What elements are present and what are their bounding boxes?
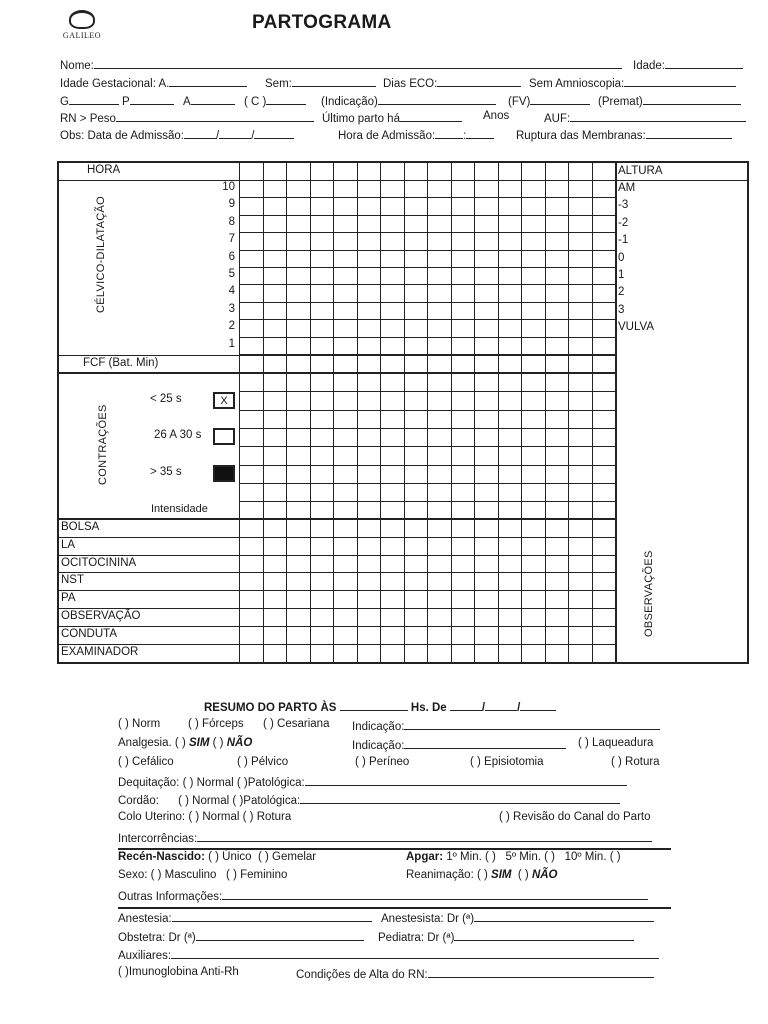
c-label: ( C ) [244,96,267,108]
premat-label: (Premat) [598,96,643,108]
apgar-field[interactable]: Apgar: 1º Min. ( ) 5º Min. ( ) 10º Min. ( ) [406,851,621,863]
contracoes-label: CONTRAÇÕES [97,404,109,485]
bottom-row-line [59,626,615,627]
dilatacao-level: 6 [228,251,235,263]
dilatacao-row-line [239,232,615,233]
fcf-bottom-line [59,372,615,374]
indicacao-field-1[interactable]: Indicação: [352,718,660,733]
bottom-row-line [59,644,615,645]
grid-col-line [427,163,428,662]
dilatacao-level: 8 [228,216,235,228]
ultimo-parto-field[interactable] [322,110,462,125]
altura-label: ALTURA [618,165,663,177]
contracao-gt35-label: > 35 s [150,466,182,478]
p-label: P [122,96,130,108]
dilatacao-level: 3 [228,303,235,315]
premat-field[interactable] [598,93,741,108]
nome-label: Nome: [60,60,94,72]
altura-level: 0 [618,252,625,264]
dilatacao-row-line [239,337,615,338]
dilatacao-level: 1 [228,338,235,350]
auf-field[interactable] [544,110,746,125]
grid-col-line [592,163,593,662]
bottom-row-label: EXAMINADOR [61,646,139,658]
grid-col-line [568,163,569,662]
auf-label: AUF: [544,113,571,125]
grid-col-line [498,163,499,662]
grid-col-line [521,163,522,662]
altura-level: AM [618,182,636,194]
altura-level: 1 [618,269,625,281]
data-admissao-field[interactable]: Obs: Data de Admissão: / / [60,127,294,142]
fcf-top-line [59,355,615,356]
section-divider-1 [118,848,671,850]
rn-peso-label: RN > Peso [60,113,116,125]
logo-text: GALILEO [62,31,102,40]
intensidade-label: Intensidade [151,503,208,515]
grid-col-line [239,163,240,662]
c-field[interactable] [244,93,306,108]
grid-col-line [333,163,334,662]
bottom-row-label: OCITOCININA [61,557,137,569]
analgesia-field[interactable]: Analgesia. ( ) SIM ( ) NÃO [118,737,253,749]
episiotomia-option[interactable]: ( ) Episiotomia [470,756,544,768]
bottom-row-label: BOLSA [61,521,100,533]
contracao-row-line [239,428,615,429]
cesariana-option[interactable]: ( ) Cesariana [263,718,330,730]
grid-col-line [451,163,452,662]
a-label: A [183,96,191,108]
dilatacao-level: 5 [228,268,235,280]
logo-emblem-icon [69,10,95,29]
contracao-row-line [239,501,615,502]
grid-col-line [286,163,287,662]
grid-col-line [310,163,311,662]
recem-nascido-field[interactable]: Recén-Nascido: ( ) Único ( ) Gemelar [118,851,317,863]
data-admissao-label: Obs: Data de Admissão: [60,130,185,142]
bottom-row-label: CONDUTA [61,628,118,640]
nome-field[interactable] [60,57,622,72]
bottom-row-line [59,555,615,556]
indicacao-field-2[interactable]: Indicação: [352,737,566,752]
grid-col-line [404,163,405,662]
bottom-row-label: NST [61,574,84,586]
ruptura-field[interactable] [516,127,732,142]
dilatacao-row-line [239,215,615,216]
rn-peso-field[interactable] [60,110,314,125]
contracao-row-line [239,483,615,484]
contracao-26-30-label: 26 A 30 s [154,429,202,441]
bottom-row-line [59,572,615,573]
fv-label: (FV) [508,96,531,108]
dilatacao-row-line [239,284,615,285]
altura-level: -3 [618,199,629,211]
indicacao-field[interactable] [321,93,496,108]
dias-eco-field[interactable] [383,75,521,90]
hospital-logo [60,10,104,42]
partogram-chart [57,161,749,664]
contracao-row-line [239,446,615,447]
observacoes-divider [615,163,617,662]
contracao-gt35-box[interactable] [213,465,235,482]
cordao-field[interactable]: Cordão: ( ) Normal ( )Patológica: [118,792,620,807]
grid-col-line [545,163,546,662]
hora-label: HORA [87,164,121,176]
observacoes-label: OBSERVAÇÕES [643,550,655,637]
dilatacao-level: 9 [228,198,235,210]
dias-eco-label: Dias ECO: [383,78,438,90]
contracao-row-line [239,465,615,466]
dilatacao-level: 10 [222,181,235,193]
section-divider-2 [118,907,671,909]
idade-gestacional-label: Idade Gestacional: A. [60,78,170,90]
bottom-row-line [59,590,615,591]
fv-field[interactable] [508,93,590,108]
sem-label: Sem: [265,78,292,90]
condicoes-alta-field[interactable]: Condições de Alta do RN: [296,966,654,981]
bottom-row-label: PA [61,592,76,604]
laqueadura-option[interactable]: ( ) Laqueadura [578,737,654,749]
ultimo-parto-label: Último parto há [322,113,400,125]
idade-field[interactable] [633,57,743,72]
ruptura-label: Ruptura das Membranas: [516,130,646,142]
reanimacao-field[interactable]: Reanimação: ( ) SIM ( ) NÃO [406,869,558,881]
dilatacao-row-line [239,267,615,268]
dilatacao-row-line [239,250,615,251]
dilatacao-row-line [239,197,615,198]
imunoglobina-option[interactable]: ( )Imunoglobina Anti-Rh [118,966,239,978]
intercorrencias-field[interactable]: Intercorrências: [118,830,652,845]
hora-admissao-field[interactable]: Hora de Admissão: : [338,127,494,142]
bottom-row-line [59,608,615,609]
anestesista-field[interactable]: Anestesista: Dr (ª) [381,910,654,925]
norm-option[interactable]: ( ) Norm [118,718,161,730]
p-field[interactable] [122,93,174,108]
altura-level: -2 [618,217,629,229]
grid-col-line [380,163,381,662]
resumo-title: RESUMO DO PARTO ÀS [204,702,337,714]
contracao-lt25-label: < 25 s [150,393,182,405]
bottom-row-line [59,537,615,538]
obstetra-field[interactable]: Obstetra: Dr (ª) [118,929,364,944]
dilatacao-label: CÉLVICO-DILATAÇÃO [95,196,107,313]
auxiliares-field[interactable]: Auxiliares: [118,947,659,962]
altura-row-line [615,180,747,181]
grid-col-line [357,163,358,662]
colo-uterino-field[interactable]: Colo Uterino: ( ) Normal ( ) Rotura [118,811,292,823]
pelvico-option[interactable]: ( ) Pélvico [237,756,289,768]
amnioscopia-label: Sem Amnioscopia: [529,78,625,90]
contracao-26-30-box[interactable] [213,428,235,445]
grid-col-line [263,163,264,662]
cefalico-option[interactable]: ( ) Cefálico [118,756,174,768]
revisao-option[interactable]: ( ) Revisão do Canal do Parto [499,811,651,823]
anos-label: Anos [483,110,510,122]
altura-level: 3 [618,304,625,316]
dilatacao-level: 7 [228,233,235,245]
altura-level: -1 [618,234,629,246]
idade-label: Idade: [633,60,665,72]
sexo-field[interactable]: Sexo: ( ) Masculino ( ) Feminino [118,869,288,881]
dilatacao-row-line [239,302,615,303]
bottom-row-label: LA [61,539,76,551]
dilatacao-row-line [239,319,615,320]
resumo-title-field[interactable]: RESUMO DO PARTO ÀS Hs. De / / [204,699,556,714]
dilatacao-level: 2 [228,320,235,332]
rotura-option[interactable]: ( ) Rotura [611,756,660,768]
outras-informacoes-field[interactable]: Outras Informações: [118,888,648,903]
forceps-option[interactable]: ( ) Fórceps [188,718,244,730]
perineo-option[interactable]: ( ) Períneo [355,756,410,768]
altura-level: VULVA [618,321,655,333]
pediatra-field[interactable]: Pediatra: Dr (ª) [378,929,634,944]
bottom-row-label: OBSERVAÇÃO [61,610,141,622]
contracoes-bottom-line [59,518,615,520]
amnioscopia-field[interactable] [529,75,736,90]
dilatacao-level: 4 [228,285,235,297]
contracao-row-line [239,410,615,411]
hora-admissao-label: Hora de Admissão: [338,130,436,142]
g-field[interactable] [60,93,119,108]
grid-col-line [474,163,475,662]
anestesia-field[interactable]: Anestesia: [118,910,372,925]
idade-gestacional-field[interactable] [60,75,247,90]
dequitacao-field[interactable]: Dequitação: ( ) Normal ( )Patológica: [118,774,627,789]
g-label: G [60,96,69,108]
indicacao-label: (Indicação) [321,96,378,108]
contracao-lt25-box[interactable]: X [213,392,235,409]
contracao-row-line [239,391,615,392]
page-title: PARTOGRAMA [252,12,392,33]
altura-level: 2 [618,286,625,298]
a-field[interactable] [183,93,235,108]
hora-row-line [59,180,615,181]
fcf-label: FCF (Bat. Min) [83,357,159,369]
sem-field[interactable] [265,75,376,90]
